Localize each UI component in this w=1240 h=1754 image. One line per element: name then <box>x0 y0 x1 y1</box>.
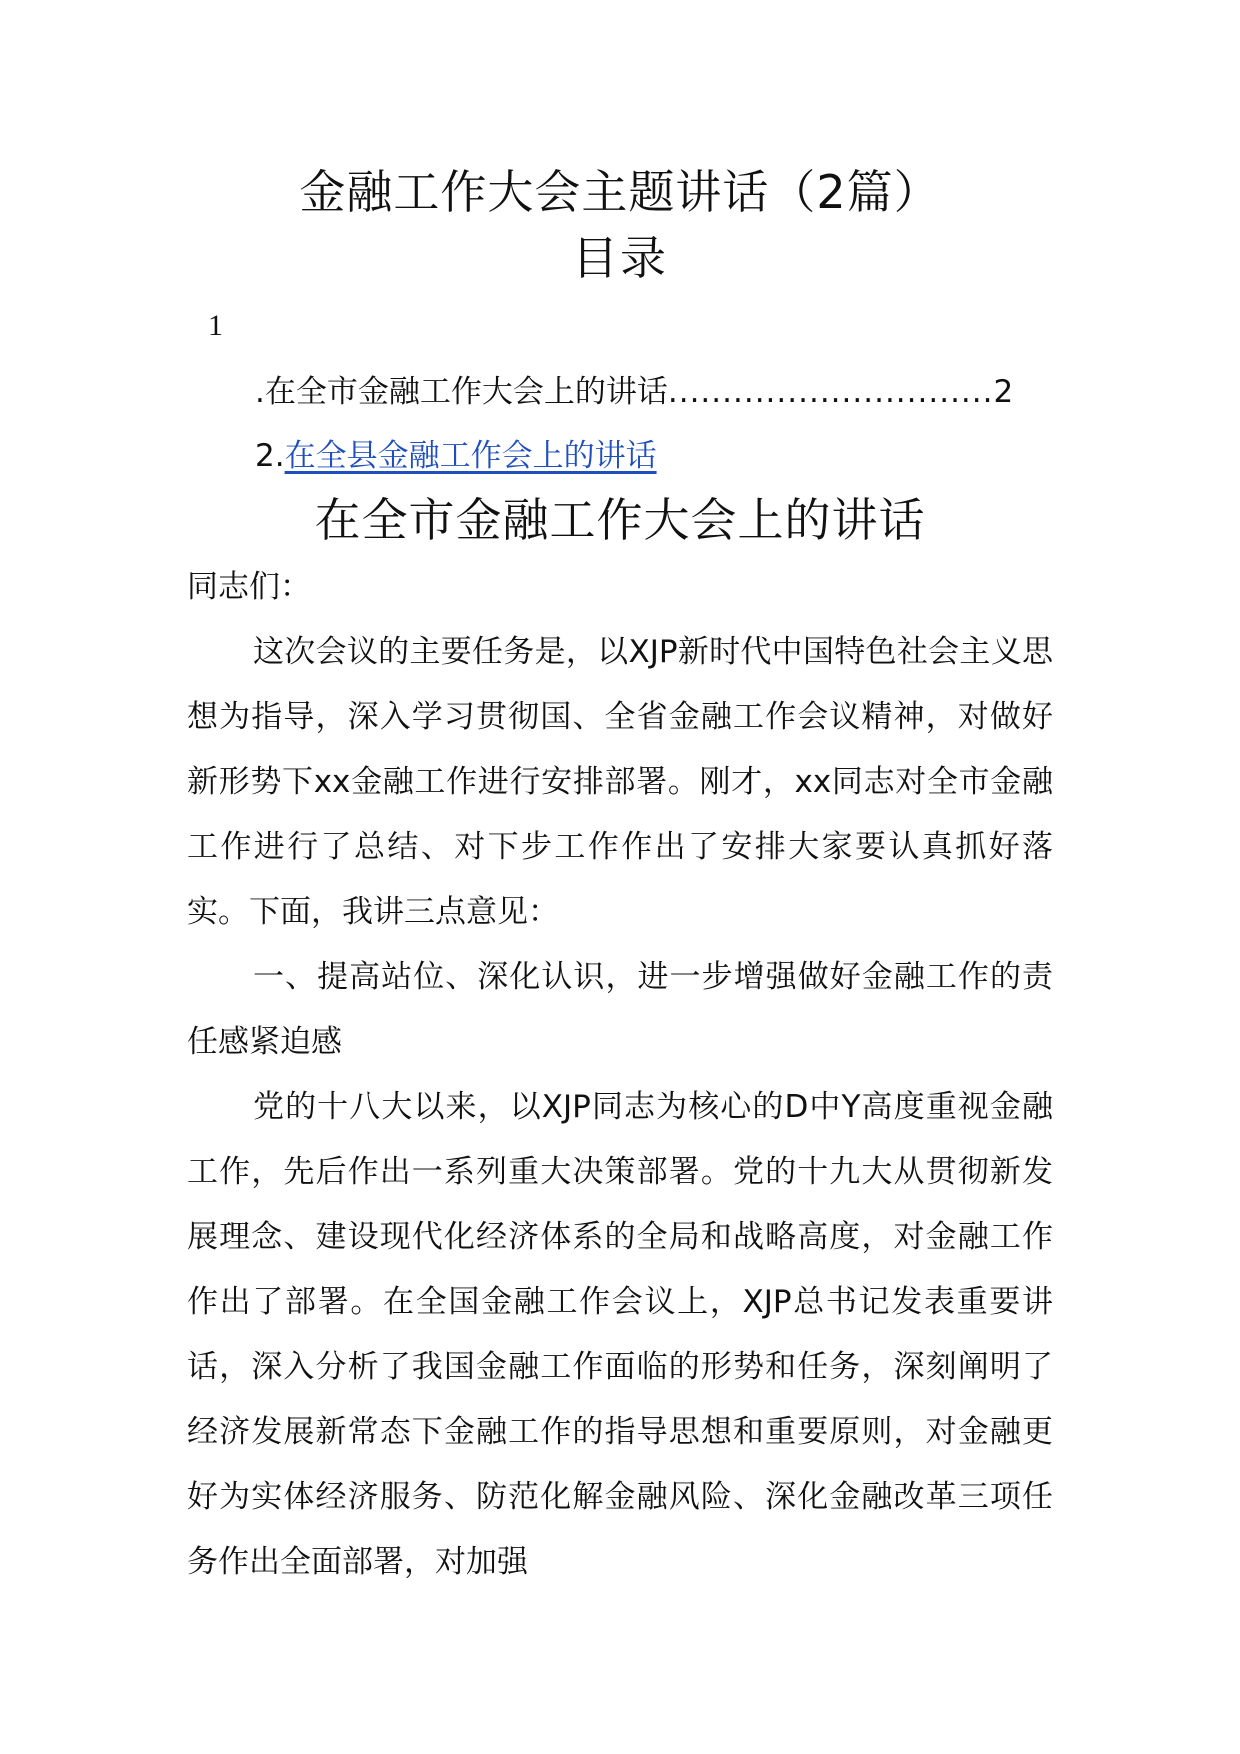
toc-heading: 目录 <box>572 231 668 285</box>
section-heading: 一、提高站位、深化认识，进一步增强做好金融工作的责任感紧迫感 <box>187 959 1053 1060</box>
toc-entry-2-prefix: 2. <box>255 438 285 474</box>
speech-title: 在全市金融工作大会上的讲话 <box>314 493 926 547</box>
body-text <box>187 555 1053 1595</box>
toc-entry-1-page: 2 <box>993 374 1014 410</box>
paragraph: 这次会议的主要任务是，以XJP新时代中国特色社会主义思想为指导，深入学习贯彻国、全省金融工作会议精神，对做好新形势下xx金融工作进行安排部署。刚才，xx同志对全市金融工作进行了总结、对下步工作作出了安排大家要认真抓好落实。下面，我讲三点意见： <box>187 634 1053 930</box>
document-title: 金融工作大会主题讲话（2篇） <box>299 165 941 219</box>
toc-number: 1 <box>208 309 223 342</box>
salutation: 同志们： <box>187 569 311 605</box>
paragraph: 党的十八大以来，以XJP同志为核心的D中Y高度重视金融工作，先后作出一系列重大决策部署。党的十九大从贯彻新发展理念、建设现代化经济体系的全局和战略高度，对金融工作作出了部署。在全国金融工作会议上，XJP总书记发表重要讲话，深入分析了我国金融工作面临的形势和任务，深刻阐明了经济发展新常态下金融工作的指导思想和重要原则，对金融更好为实体经济服务、防范化解金融风险、深化金融改革三项任务作出全面部署，对加强 <box>187 1089 1053 1580</box>
toc-entry-1[interactable] <box>255 372 1055 412</box>
toc-entry-1-leader: .............................. <box>667 374 994 410</box>
toc-entry-2-link[interactable]: 在全县金融工作会上的讲话 <box>284 438 657 474</box>
toc-entry-1-label: .在全市金融工作大会上的讲话 <box>255 374 668 410</box>
toc-entry-2 <box>255 436 657 476</box>
